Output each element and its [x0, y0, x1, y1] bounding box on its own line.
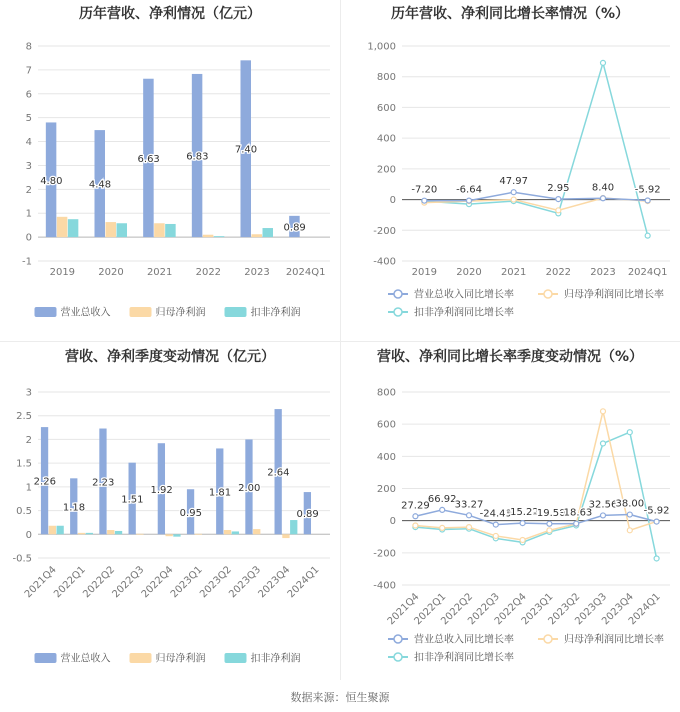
y-tick-label: 4: [25, 137, 32, 149]
data-point: [422, 198, 427, 203]
y-tick-label: 7: [25, 65, 32, 77]
x-tick-label: 2022Q4: [492, 591, 529, 628]
data-point: [520, 537, 525, 542]
y-tick-label: -1: [22, 256, 32, 268]
y-tick-label: 1: [25, 482, 32, 494]
point-value-label: 66.92: [427, 493, 457, 505]
legend-point-marker: [394, 653, 402, 661]
y-tick-label: 2: [25, 184, 32, 196]
y-tick-label: 0: [389, 516, 396, 528]
y-tick-label: -0.5: [12, 553, 32, 565]
bar: [107, 530, 114, 534]
point-value-label: 32.56: [588, 499, 618, 511]
bar: [68, 219, 79, 237]
x-tick-label: 2021: [146, 267, 173, 278]
bar: [253, 529, 260, 534]
bar: [117, 223, 128, 237]
y-tick-label: 3: [25, 387, 32, 399]
x-tick-label: 2021Q4: [385, 591, 422, 628]
bar: [195, 534, 202, 535]
chart-title: 历年营收、净利情况（亿元）: [79, 6, 261, 22]
bar: [57, 217, 67, 237]
legend-label: 营业总收入: [60, 307, 111, 319]
x-tick-label: 2020: [98, 267, 124, 278]
point-value-label: -7.20: [411, 184, 438, 196]
x-tick-label: 2023Q4: [600, 591, 636, 628]
data-point: [645, 198, 650, 203]
bar: [78, 533, 85, 534]
legend-swatch: [35, 307, 57, 317]
bar-value-label: 0.89: [296, 509, 319, 521]
x-tick-label: 2024Q1: [285, 267, 326, 278]
legend-swatch: [225, 307, 247, 317]
data-point: [654, 556, 659, 561]
x-tick-label: 2020: [456, 267, 482, 278]
bar: [49, 526, 56, 535]
legend-label: 营业总收入同比增长率: [414, 289, 514, 301]
bar: [56, 526, 63, 535]
bar-value-label: 2.00: [238, 482, 261, 494]
y-tick-label: 600: [376, 419, 396, 431]
legend-swatch: [130, 307, 152, 317]
bar: [203, 235, 214, 237]
point-value-label: -5.92: [643, 505, 670, 517]
y-tick-label: 0: [25, 529, 32, 541]
data-point: [493, 533, 498, 538]
y-tick-label: 0: [389, 195, 396, 207]
chart-title: 营收、净利季度变动情况（亿元）: [65, 349, 275, 365]
x-tick-label: 2022Q2: [81, 564, 118, 601]
quarterly-revenue-profit-chart: [0, 342, 340, 682]
point-value-label: -24.49: [479, 508, 512, 520]
point-value-label: 33.27: [454, 499, 484, 511]
point-value-label: -19.50: [533, 507, 566, 519]
y-tick-label: 3: [25, 160, 32, 172]
point-value-label: 38.00: [615, 498, 645, 510]
point-value-label: 2.95: [547, 183, 570, 195]
bar: [166, 534, 173, 536]
bar: [232, 531, 239, 534]
data-point: [601, 409, 606, 414]
data-point: [547, 521, 552, 526]
data-point: [627, 528, 632, 533]
x-tick-label: 2022: [195, 267, 222, 278]
y-tick-label: 0: [25, 232, 32, 244]
bar-value-label: 0.95: [179, 507, 202, 519]
data-point: [627, 512, 632, 517]
x-tick-label: 2023Q2: [546, 591, 583, 628]
bar-value-label: 2.64: [267, 467, 290, 479]
y-tick-label: 800: [376, 72, 396, 84]
data-point: [601, 196, 606, 201]
point-value-label: -18.63: [560, 507, 593, 519]
y-tick-label: -400: [373, 256, 396, 268]
x-tick-label: 2022Q1: [412, 591, 449, 628]
bar: [173, 534, 180, 536]
x-tick-label: 2019: [411, 267, 438, 278]
data-source: 数据来源：恒生聚源: [290, 691, 390, 704]
data-point: [440, 525, 445, 530]
y-tick-label: 0.5: [16, 506, 32, 518]
legend-label: 归母净利润同比增长率: [564, 289, 664, 301]
y-tick-label: 1.5: [16, 458, 32, 470]
x-tick-label: 2024Q1: [627, 267, 668, 278]
y-tick-label: 2: [25, 434, 32, 446]
legend-swatch: [225, 653, 247, 663]
bar: [282, 534, 289, 538]
bar-value-label: 6.63: [137, 153, 160, 165]
data-point: [645, 233, 650, 238]
annual-growth-rate-plot: [340, 0, 680, 340]
bar: [115, 531, 122, 534]
x-tick-label: 2021Q4: [22, 564, 59, 601]
legend-swatch: [35, 653, 57, 663]
x-tick-label: 2022: [545, 267, 572, 278]
data-point: [556, 208, 561, 213]
data-point: [467, 525, 472, 530]
data-point: [413, 523, 418, 528]
y-tick-label: 2.5: [16, 411, 32, 423]
annual-revenue-profit-chart: [0, 0, 340, 340]
bar-value-label: 7.40: [234, 144, 258, 156]
legend-point-marker: [394, 308, 402, 316]
chart-title: 营收、净利同比增长率季度变动情况（%）: [376, 349, 644, 365]
legend-label: 营业总收入同比增长率: [414, 634, 514, 646]
data-point: [467, 513, 472, 518]
x-tick-label: 2024Q1: [285, 564, 322, 601]
x-tick-label: 2023Q4: [256, 564, 293, 601]
legend-label: 扣非净利润: [250, 307, 301, 319]
data-point: [511, 190, 516, 195]
point-value-label: 27.29: [401, 500, 430, 512]
data-point: [493, 522, 498, 527]
data-point: [547, 528, 552, 533]
data-point: [601, 60, 606, 65]
y-tick-label: 200: [376, 164, 396, 176]
y-tick-label: 1,000: [367, 41, 396, 53]
y-tick-label: 400: [376, 451, 396, 463]
x-tick-label: 2022Q3: [110, 564, 147, 601]
bar-value-label: 1.51: [121, 494, 144, 506]
bar-value-label: 4.80: [40, 175, 63, 187]
data-point: [654, 519, 659, 524]
bar: [290, 520, 297, 534]
y-tick-label: 1: [25, 208, 32, 220]
point-value-label: 47.97: [499, 176, 528, 188]
bar-value-label: 6.83: [186, 151, 209, 163]
data-point: [556, 197, 561, 202]
legend-label: 归母净利润: [155, 307, 206, 319]
x-tick-label: 2022Q2: [439, 591, 476, 628]
legend-label: 扣非净利润同比增长率: [414, 652, 514, 664]
legend-label: 扣非净利润: [250, 653, 301, 665]
point-value-label: -6.64: [456, 184, 482, 196]
y-tick-label: 200: [376, 484, 396, 495]
x-tick-label: 2023Q1: [168, 564, 205, 601]
x-tick-label: 2024Q1: [626, 591, 663, 628]
y-tick-label: -200: [373, 225, 396, 237]
bar-value-label: 0.89: [283, 222, 306, 234]
data-point: [627, 430, 632, 435]
x-tick-label: 2023Q2: [198, 564, 234, 601]
data-point: [511, 197, 516, 202]
chart-title: 历年营收、净利同比增长率情况（%）: [390, 6, 630, 22]
x-tick-label: 2023Q3: [227, 564, 264, 601]
data-point: [601, 441, 606, 446]
point-value-label: -15.22: [506, 507, 539, 519]
y-tick-label: 6: [25, 89, 32, 101]
bar: [106, 222, 117, 237]
legend-label: 归母净利润同比增长率: [564, 634, 664, 646]
legend-point-marker: [394, 635, 402, 643]
x-tick-label: 2023: [590, 267, 616, 278]
x-tick-label: 2022Q4: [139, 564, 176, 601]
bar: [165, 224, 176, 237]
data-point: [520, 521, 525, 526]
quarterly-growth-rate-chart: [340, 342, 680, 682]
legend-point-marker: [544, 635, 552, 643]
data-point: [440, 507, 445, 512]
bar: [136, 534, 143, 535]
annual-revenue-profit-plot: [0, 0, 340, 340]
y-tick-label: 400: [376, 133, 396, 145]
y-tick-label: -400: [373, 580, 396, 592]
data-point: [601, 513, 606, 518]
bar-value-label: 1.18: [62, 502, 86, 514]
bar: [263, 228, 274, 237]
legend-label: 扣非净利润同比增长率: [414, 307, 514, 319]
bar-value-label: 1.92: [150, 484, 173, 496]
legend-label: 营业总收入: [60, 653, 111, 665]
x-tick-label: 2022Q1: [52, 564, 88, 601]
x-tick-label: 2023Q1: [519, 591, 556, 628]
bar-value-label: 4.48: [88, 179, 112, 191]
bar-value-label: 2.23: [92, 477, 115, 489]
bar-value-label: 2.26: [33, 476, 56, 488]
x-tick-label: 2023Q3: [573, 591, 610, 628]
bar: [252, 234, 263, 237]
data-point: [574, 521, 579, 526]
bar-value-label: 1.81: [208, 487, 232, 499]
y-tick-label: 5: [25, 113, 32, 125]
point-value-label: 8.40: [591, 182, 615, 194]
data-point: [467, 198, 472, 203]
quarterly-growth-rate-plot: [340, 342, 680, 682]
y-tick-label: -200: [373, 548, 396, 560]
data-point: [413, 514, 418, 519]
y-tick-label: 600: [376, 102, 396, 114]
y-tick-label: 8: [25, 41, 32, 53]
legend-point-marker: [394, 290, 402, 298]
legend-swatch: [130, 653, 152, 663]
x-tick-label: 2023: [244, 267, 270, 278]
legend-label: 归母净利润: [155, 653, 206, 665]
legend-point-marker: [544, 290, 552, 298]
bar: [224, 530, 231, 534]
y-tick-label: 800: [376, 387, 396, 399]
x-tick-label: 2021: [500, 267, 527, 278]
bar: [154, 223, 165, 237]
bar: [214, 236, 225, 237]
point-value-label: -5.92: [634, 184, 661, 196]
x-tick-label: 2022Q3: [466, 591, 502, 628]
series-line: [424, 63, 647, 236]
quarterly-revenue-profit-plot: [0, 342, 340, 682]
annual-growth-rate-chart: [340, 0, 680, 340]
bar: [86, 533, 93, 534]
x-tick-label: 2019: [49, 267, 76, 278]
